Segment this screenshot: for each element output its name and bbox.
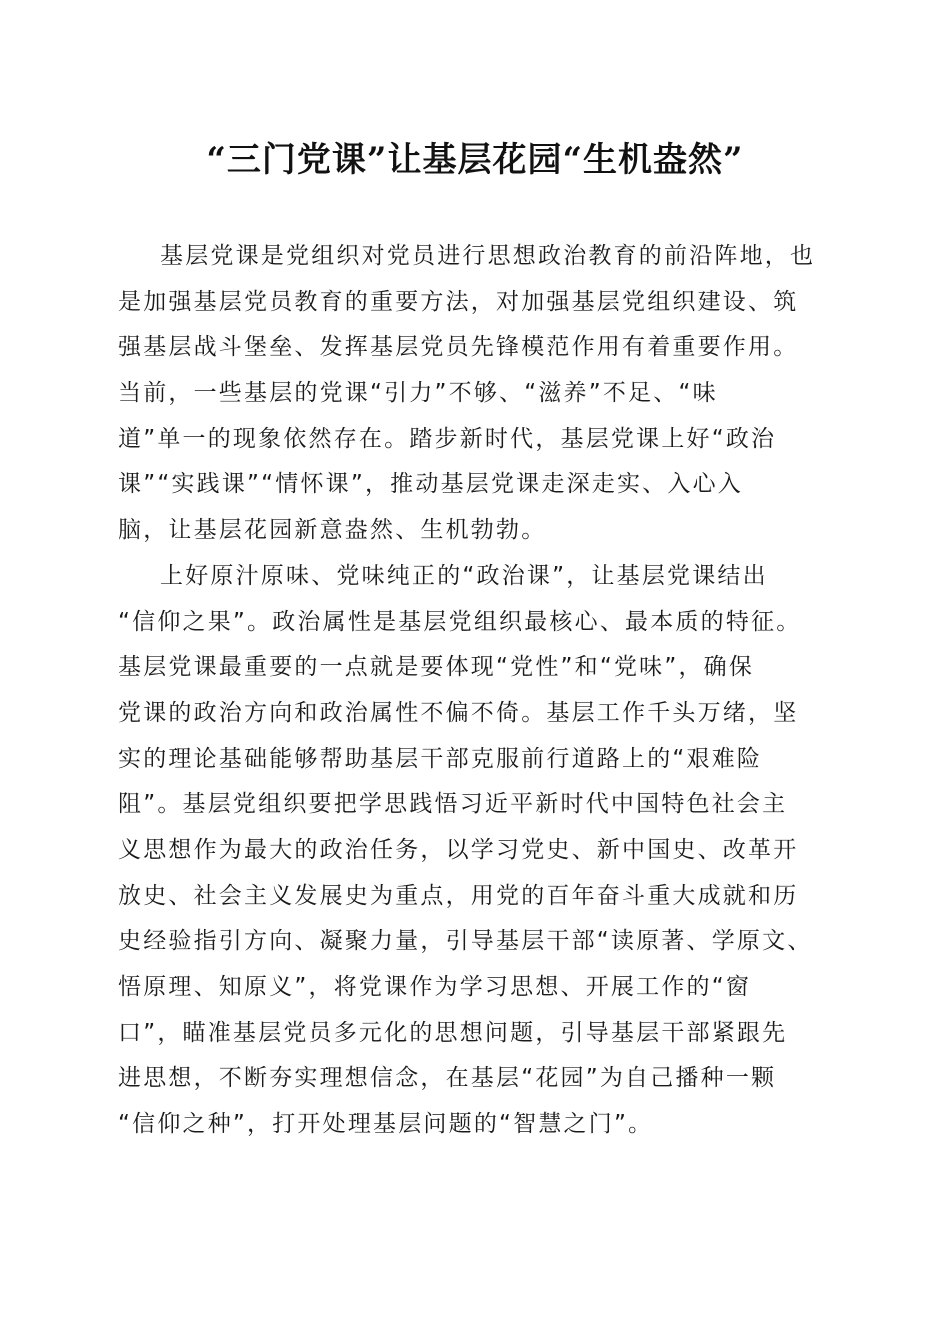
text-line: 课”“实践课”“情怀课”，推动基层党课走深走实、入心入 (118, 471, 743, 498)
paragraph-2 (118, 554, 833, 1148)
text-line: 脑，让基层花园新意盎然、生机勃勃。 (118, 517, 547, 544)
text-line: 口”，瞄准基层党员多元化的思想问题，引导基层干部紧跟先 (118, 1019, 788, 1046)
text-line: 党课的政治方向和政治属性不偏不倚。基层工作千头万绪，坚 (118, 699, 799, 726)
text-line: “信仰之种”，打开处理基层问题的“智慧之门”。 (118, 1111, 654, 1138)
text-line: 义思想作为最大的政治任务，以学习党史、新中国史、改革开 (118, 836, 799, 863)
text-line: 基层党课是党组织对党员进行思想政治教育的前沿阵地，也 (160, 243, 816, 269)
document-body (118, 234, 833, 1148)
text-line: 当前，一些基层的党课“引力”不够、“滋养”不足、“味 (118, 380, 718, 407)
text-line: 强基层战斗堡垒、发挥基层党员先锋模范作用有着重要作用。 (118, 334, 799, 361)
text-line: “信仰之果”。政治属性是基层党组织最核心、最本质的特征。 (118, 608, 802, 635)
text-line: 放史、社会主义发展史为重点，用党的百年奋斗重大成就和历 (118, 882, 799, 909)
text-line: 道”单一的现象依然存在。踏步新时代，基层党课上好“政治 (118, 425, 777, 452)
text-line: 阻”。基层党组织要把学思践悟习近平新时代中国特色社会主 (118, 791, 788, 818)
text-line: 上好原汁原味、党味纯正的“政治课”，让基层党课结出 (160, 562, 768, 589)
text-line: 实的理论基础能够帮助基层干部克服前行道路上的“艰难险 (118, 745, 763, 772)
text-line: 是加强基层党员教育的重要方法，对加强基层党组织建设、筑 (118, 288, 799, 315)
document-title: “三门党课”让基层花园“生机盎然” (206, 140, 744, 180)
paragraph-1 (118, 234, 833, 554)
text-line: 进思想，不断夯实理想信念，在基层“花园”为自己播种一颗 (118, 1065, 777, 1092)
text-line: 悟原理、知原义”，将党课作为学习思想、开展工作的“窗 (118, 974, 752, 1000)
text-line: 基层党课最重要的一点就是要体现“党性”和“党味”，确保 (118, 654, 755, 681)
text-line: 史经验指引方向、凝聚力量，引导基层干部“读原著、学原文、 (118, 928, 813, 955)
